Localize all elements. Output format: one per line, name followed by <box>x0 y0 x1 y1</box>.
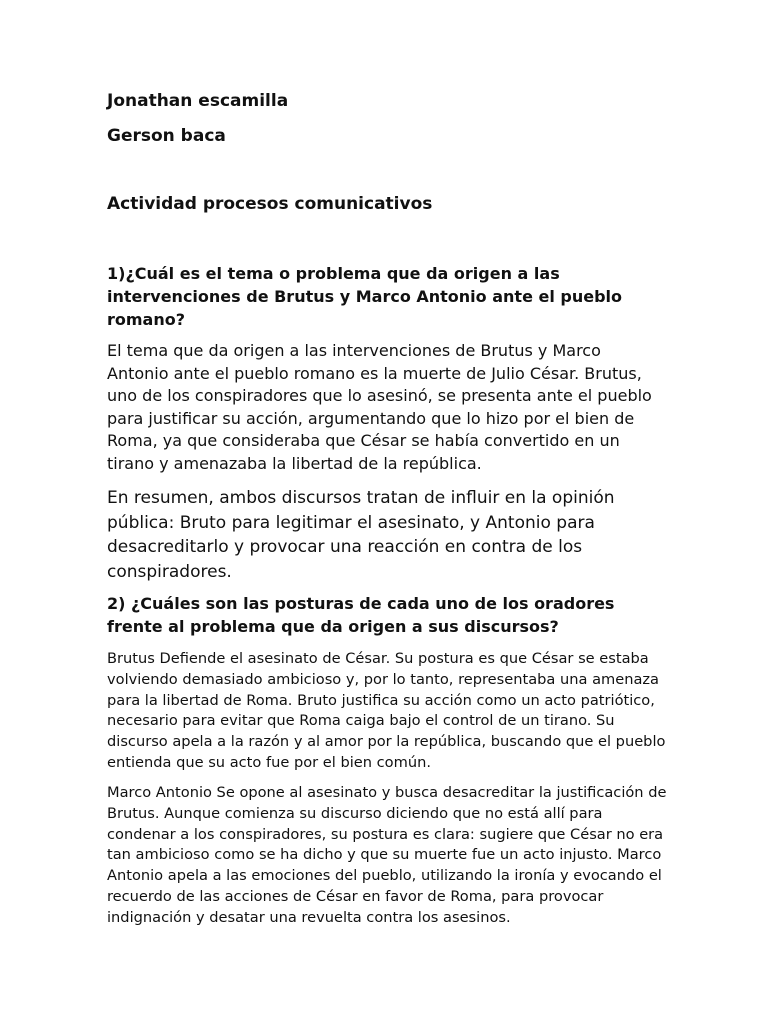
question-2-answer-marco-antonio: Marco Antonio Se opone al asesinato y busca desacreditar la justificación de Brutus. Aunque comienza su discurso diciendo que no está allí para condenar a los conspiradores, su postura es clara: sugiere que César no era tan ambicioso como se ha dicho y que su muerte fue un acto injusto. Marco Antonio apela a las emociones del pueblo, utilizando la ironía y evocando el recuerdo de las acciones de César en favor de Roma, para provocar indignación y desatar una revuelta contra los asesinos. <box>107 784 667 926</box>
document-title: Actividad procesos comunicativos <box>107 194 433 214</box>
question-1-heading: 1)¿Cuál es el tema o problema que da origen a las intervenciones de Brutus y Marco Antonio ante el pueblo romano? <box>107 264 623 329</box>
question-1-summary: En resumen, ambos discursos tratan de influir en la opinión pública: Bruto para legitimar el asesinato, y Antonio para desacreditarlo y provocar una reacción en contra de los conspiradores. <box>107 488 615 582</box>
question-2-answer-brutus: Brutus Defiende el asesinato de César. Su postura es que César se estaba volviendo demasiado ambicioso y, por lo tanto, representaba una amenaza para la libertad de Roma. Bruto justifica su acción como un acto patriótico, necesario para evitar que Roma caiga bajo el control de un tirano. Su discurso apela a la razón y al amor por la república, buscando que el pueblo entienda que su acto fue por el bien común. <box>107 650 666 771</box>
author-name-1: Jonathan escamilla <box>107 91 289 111</box>
question-2-heading: 2) ¿Cuáles son las posturas de cada uno de los oradores frente al problema que da origen a sus discursos? <box>107 594 615 636</box>
question-1-answer: El tema que da origen a las intervenciones de Brutus y Marco Antonio ante el pueblo romano es la muerte de Julio César. Brutus, uno de los conspiradores que lo asesinó, se presenta ante el pueblo para justificar su acción, argumentando que lo hizo por el bien de Roma, ya que consideraba que César se había convertido en un tirano y amenazaba la libertad de la república. <box>107 341 652 473</box>
author-name-2: Gerson baca <box>107 126 226 146</box>
